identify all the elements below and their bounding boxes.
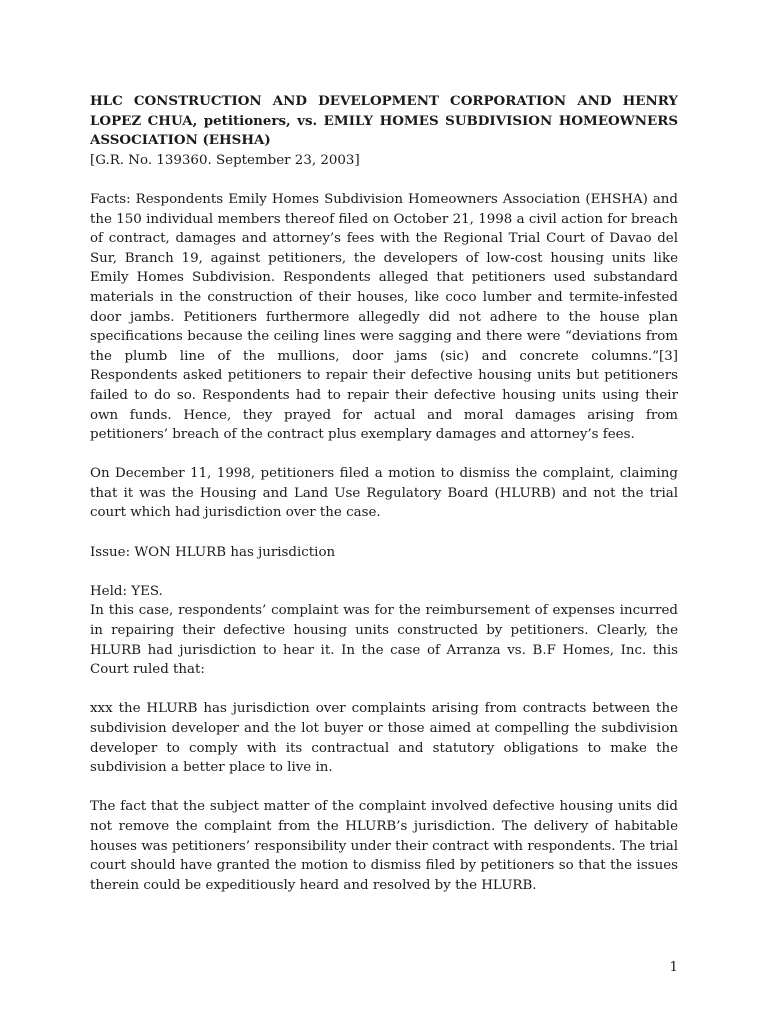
spacer [90, 445, 678, 465]
held-paragraph: In this case, respondents’ complaint was for the reimbursement of expenses incurred in repairing their defective housing units constructed by petitioners. Clearly, the HLURB had jurisdiction to hear it. In the case of Arranza vs. B.F Homes, Inc. this Court ruled that: [90, 603, 678, 678]
issue-paragraph: Issue: WON HLURB has jurisdiction [90, 544, 336, 560]
spacer [90, 523, 678, 543]
held-label: Held: YES. [90, 583, 163, 599]
spacer [90, 562, 678, 582]
spacer [90, 170, 678, 190]
facts-paragraph: Facts: Respondents Emily Homes Subdivision Homeowners Association (EHSHA) and the 150 individual members thereof filed on October 21, 1998 a civil action for breach of contract, damages and attorney’s fees with the Regional Trial Court of Davao del Sur, Branch 19, against petitioners, the developers of low-cost housing units like Emily Homes Subdivision. Respondents alleged that petitioners used substandard materials in the construction of their houses, like coco lumber and termite-infested door jambs. Petitioners furthermore allegedly did not adhere to the house plan specifications because the ceiling lines were sagging and there were “deviations from the plumb line of the mullions, door jams (sic) and concrete columns.”[3] Respondents asked petitioners to repair their defective housing units but petitioners failed to do so. Respondents had to repair their defective housing units using their own funds. Hence, they prayed for actual and moral damages arising from petitioners’ breach of the contract plus exemplary damages and attorney’s fees. [90, 191, 678, 443]
spacer [90, 680, 678, 700]
spacer [90, 778, 678, 798]
case-citation: [G.R. No. 139360. September 23, 2003] [90, 152, 360, 168]
case-title: HLC CONSTRUCTION AND DEVELOPMENT CORPORATION AND HENRY LOPEZ CHUA, petitioners, vs. EMILY HOMES SUBDIVISION HOMEOWNERS ASSOCIATION (EHSHA) [90, 93, 678, 149]
page-number: 1 [669, 960, 678, 975]
document-body [90, 92, 678, 895]
motion-paragraph: On December 11, 1998, petitioners filed a motion to dismiss the complaint, claiming that it was the Housing and Land Use Regulatory Board (HLURB) and not the trial court which had jurisdiction over the case. [90, 466, 678, 521]
conclusion-paragraph: The fact that the subject matter of the complaint involved defective housing units did not remove the complaint from the HLURB’s jurisdiction. The delivery of habitable houses was petitioners’ responsibility under their contract with respondents. The trial court should have granted the motion to dismiss filed by petitioners so that the issues therein could be expeditiously heard and resolved by the HLURB. [90, 799, 678, 893]
quoted-ruling: xxx the HLURB has jurisdiction over complaints arising from contracts between the subdivision developer and the lot buyer or those aimed at compelling the subdivision developer to comply with its contractual and statutory obligations to make the subdivision a better place to live in. [90, 701, 678, 776]
